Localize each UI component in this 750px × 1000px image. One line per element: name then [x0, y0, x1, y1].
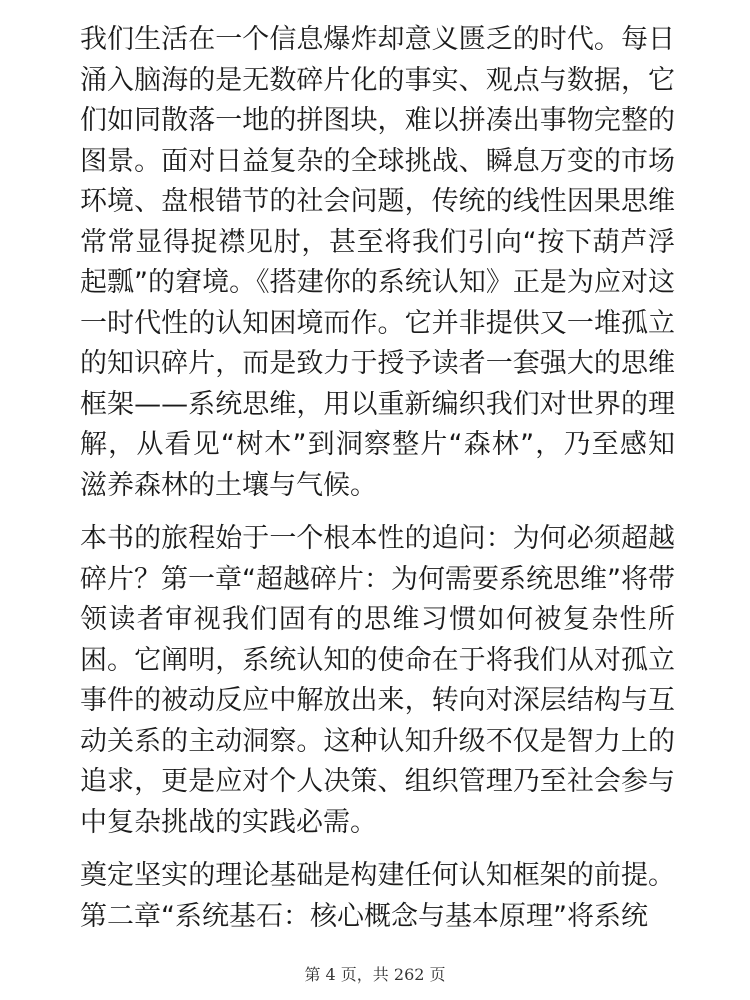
page-number-footer: 第 4 页，共 262 页 [304, 965, 446, 984]
body-text [80, 20, 675, 937]
paragraph-1: 我们生活在一个信息爆炸却意义匮乏的时代。每日涌入脑海的是无数碎片化的事实、观点与数据，它们如同散落一地的拼图块，难以拼凑出事物完整的图景。面对日益复杂的全球挑战、瞬息万变的市场环境、盘根错节的社会问题，传统的线性因果思维常常显得捉襟见肘，甚至将我们引向“按下葫芦浮起瓢”的窘境。《搭建你的系统认知》正是为应对这一时代性的认知困境而作。它并非提供又一堆孤立的知识碎片，而是致力于授予读者一套强大的思维框架——系统思维，用以重新编织我们对世界的理解，从看见“树木”到洞察整片“森林”，乃至感知滋养森林的土壤与气候。 [80, 24, 675, 501]
paragraph-3: 奠定坚实的理论基础是构建任何认知框架的前提。第二章“系统基石：核心概念与基本原理”将系统 [80, 860, 675, 932]
paragraph-2: 本书的旅程始于一个根本性的追问：为何必须超越碎片？第一章“超越碎片：为何需要系统思维”将带领读者审视我们固有的思维习惯如何被复杂性所困。它阐明，系统认知的使命在于将我们从对孤立事件的被动反应中解放出来，转向对深层结构与互动关系的主动洞察。这种认知升级不仅是智力上的追求，更是应对个人决策、组织管理乃至社会参与中复杂挑战的实践必需。 [80, 523, 675, 838]
